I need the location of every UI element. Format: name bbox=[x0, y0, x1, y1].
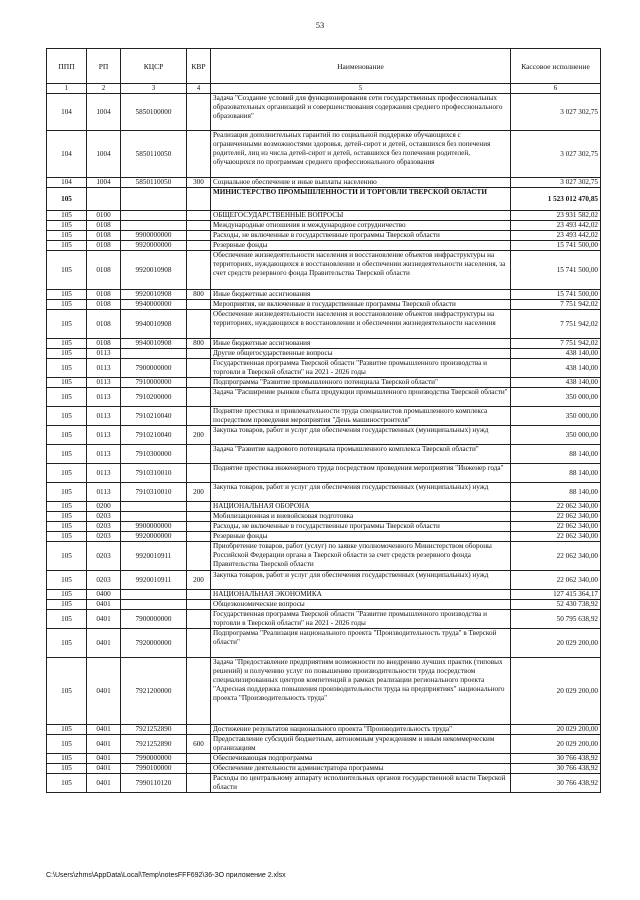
cell-amount: 50 795 638,92 bbox=[511, 610, 601, 629]
cell-amount: 3 027 302,75 bbox=[511, 131, 601, 178]
cell-kcsr bbox=[121, 502, 187, 512]
table-row bbox=[47, 221, 601, 231]
cell-ppp: 105 bbox=[47, 764, 87, 774]
table-row bbox=[47, 300, 601, 310]
cell-name: Подпрограмма "Развитие промышленного потенциала Тверской области" bbox=[211, 378, 511, 388]
table-row bbox=[47, 231, 601, 241]
cell-rp: 0113 bbox=[87, 426, 121, 445]
cell-rp: 0401 bbox=[87, 725, 121, 735]
cell-ppp: 105 bbox=[47, 310, 87, 339]
header-name: Наименование bbox=[211, 49, 511, 84]
table-row bbox=[47, 178, 601, 188]
cell-ppp: 105 bbox=[47, 359, 87, 378]
header-kcsr: КЦСР bbox=[121, 49, 187, 84]
cell-amount: 7 751 942,02 bbox=[511, 310, 601, 339]
cell-name: Предоставление субсидий бюджетным, автономным учреждениям и иным некоммерческим организациям bbox=[211, 735, 511, 754]
cell-kcsr: 7921252890 bbox=[121, 735, 187, 754]
cell-name: Обеспечение жизнедеятельности населения и восстановление объектов инфраструктуры на территориях, нуждающихся в восстановлении и обеспечении жизнедеятельности населения, за счет средств резервного фонда Правительства Тверской области bbox=[211, 251, 511, 290]
cell-ppp: 105 bbox=[47, 251, 87, 290]
cell-kcsr: 7910310010 bbox=[121, 464, 187, 483]
header-ppp: ППП bbox=[47, 49, 87, 84]
cell-kvr bbox=[187, 445, 211, 464]
table-row bbox=[47, 378, 601, 388]
cell-ppp: 105 bbox=[47, 211, 87, 221]
cell-kvr bbox=[187, 725, 211, 735]
cell-kvr bbox=[187, 522, 211, 532]
cell-kcsr: 7910210040 bbox=[121, 426, 187, 445]
table-row bbox=[47, 512, 601, 522]
cell-rp: 0400 bbox=[87, 590, 121, 600]
cell-name: Другие общегосударственные вопросы bbox=[211, 349, 511, 359]
cell-rp: 1004 bbox=[87, 94, 121, 131]
cell-kcsr: 7900000000 bbox=[121, 359, 187, 378]
cell-name: Общеэкономические вопросы bbox=[211, 600, 511, 610]
cell-rp: 0203 bbox=[87, 532, 121, 542]
cell-kvr: 200 bbox=[187, 571, 211, 590]
cell-amount: 20 029 200,00 bbox=[511, 725, 601, 735]
cell-kcsr: 7921200000 bbox=[121, 658, 187, 725]
cell-ppp: 105 bbox=[47, 407, 87, 426]
cell-kcsr: 7990000000 bbox=[121, 754, 187, 764]
cell-rp: 0401 bbox=[87, 629, 121, 658]
table-row bbox=[47, 754, 601, 764]
column-number: 2 bbox=[87, 84, 121, 94]
cell-kvr bbox=[187, 502, 211, 512]
table-row bbox=[47, 725, 601, 735]
cell-amount: 20 029 200,00 bbox=[511, 735, 601, 754]
cell-kcsr: 7910300000 bbox=[121, 445, 187, 464]
cell-amount: 88 140,00 bbox=[511, 464, 601, 483]
cell-rp: 0203 bbox=[87, 571, 121, 590]
table-row bbox=[47, 522, 601, 532]
cell-kcsr: 9900000000 bbox=[121, 231, 187, 241]
cell-ppp: 105 bbox=[47, 725, 87, 735]
cell-kvr: 200 bbox=[187, 426, 211, 445]
cell-kvr bbox=[187, 251, 211, 290]
cell-amount: 22 062 340,00 bbox=[511, 571, 601, 590]
cell-kvr bbox=[187, 629, 211, 658]
header-kvr: КВР bbox=[187, 49, 211, 84]
cell-amount: 20 029 200,00 bbox=[511, 658, 601, 725]
table-row bbox=[47, 290, 601, 300]
cell-amount: 23 493 442,02 bbox=[511, 231, 601, 241]
cell-amount: 438 140,00 bbox=[511, 359, 601, 378]
cell-ppp: 105 bbox=[47, 388, 87, 407]
cell-kvr bbox=[187, 300, 211, 310]
cell-name: Мобилизационная и вневойсковая подготовка bbox=[211, 512, 511, 522]
cell-ppp: 104 bbox=[47, 131, 87, 178]
cell-rp: 0108 bbox=[87, 339, 121, 349]
cell-kvr bbox=[187, 188, 211, 211]
cell-amount: 23 493 442,02 bbox=[511, 221, 601, 231]
cell-amount: 52 430 738,92 bbox=[511, 600, 601, 610]
cell-kvr bbox=[187, 532, 211, 542]
cell-name: Задача "Предоставление предприятиям возможности по внедрению лучших практик (типовых решений) и получению услуг по повышению производительности труда посредством специализированных центров компетенций в рамках реализации регионального проекта "Адресная поддержка повышения производительности труда на предприятиях" национального проекта "Производительность труда" bbox=[211, 658, 511, 725]
table-row bbox=[47, 629, 601, 658]
table-row bbox=[47, 426, 601, 445]
cell-amount: 127 415 364,17 bbox=[511, 590, 601, 600]
cell-ppp: 105 bbox=[47, 349, 87, 359]
cell-rp: 0401 bbox=[87, 774, 121, 793]
cell-rp: 0401 bbox=[87, 658, 121, 725]
cell-kcsr: 7910310010 bbox=[121, 483, 187, 502]
cell-ppp: 104 bbox=[47, 94, 87, 131]
header-amount: Кассовое исполнение bbox=[511, 49, 601, 84]
cell-ppp: 105 bbox=[47, 590, 87, 600]
table-row bbox=[47, 610, 601, 629]
cell-amount: 7 751 942,02 bbox=[511, 300, 601, 310]
cell-rp: 0113 bbox=[87, 483, 121, 502]
cell-kvr bbox=[187, 658, 211, 725]
table-row bbox=[47, 407, 601, 426]
cell-name: Резервные фонды bbox=[211, 241, 511, 251]
cell-kcsr: 9920000000 bbox=[121, 532, 187, 542]
cell-rp: 0108 bbox=[87, 290, 121, 300]
table-row bbox=[47, 445, 601, 464]
cell-ppp: 105 bbox=[47, 241, 87, 251]
cell-name: Резервные фонды bbox=[211, 532, 511, 542]
table-row bbox=[47, 502, 601, 512]
cell-kcsr: 9920010908 bbox=[121, 251, 187, 290]
cell-ppp: 105 bbox=[47, 522, 87, 532]
cell-amount: 3 027 302,75 bbox=[511, 178, 601, 188]
column-number: 3 bbox=[121, 84, 187, 94]
table-row bbox=[47, 590, 601, 600]
table-row bbox=[47, 658, 601, 725]
cell-ppp: 105 bbox=[47, 188, 87, 211]
cell-ppp: 105 bbox=[47, 600, 87, 610]
cell-kvr: 800 bbox=[187, 339, 211, 349]
cell-amount: 22 062 340,00 bbox=[511, 532, 601, 542]
cell-kcsr: 9940000000 bbox=[121, 300, 187, 310]
cell-amount: 22 062 340,00 bbox=[511, 522, 601, 532]
cell-kcsr: 7921252890 bbox=[121, 725, 187, 735]
cell-rp: 0113 bbox=[87, 378, 121, 388]
cell-ppp: 105 bbox=[47, 300, 87, 310]
cell-rp: 0203 bbox=[87, 522, 121, 532]
cell-name: НАЦИОНАЛЬНАЯ ЭКОНОМИКА bbox=[211, 590, 511, 600]
cell-kvr: 600 bbox=[187, 735, 211, 754]
cell-ppp: 105 bbox=[47, 426, 87, 445]
cell-rp: 0401 bbox=[87, 600, 121, 610]
cell-name: Государственная программа Тверской области "Развитие промышленного производства и торговли в Тверской области" на 2021 - 2026 годы bbox=[211, 359, 511, 378]
cell-rp: 0100 bbox=[87, 211, 121, 221]
cell-ppp: 105 bbox=[47, 339, 87, 349]
cell-name: Мероприятия, не включенные в государственные программы Тверской области bbox=[211, 300, 511, 310]
cell-rp: 0401 bbox=[87, 735, 121, 754]
cell-kcsr bbox=[121, 590, 187, 600]
cell-name: МИНИСТЕРСТВО ПРОМЫШЛЕННОСТИ И ТОРГОВЛИ ТВЕРСКОЙ ОБЛАСТИ bbox=[211, 188, 511, 211]
table-row bbox=[47, 464, 601, 483]
cell-name: Обеспечивающая подпрограмма bbox=[211, 754, 511, 764]
cell-amount: 88 140,00 bbox=[511, 483, 601, 502]
table-row bbox=[47, 131, 601, 178]
table-header-row bbox=[47, 49, 601, 84]
cell-kcsr: 9900000000 bbox=[121, 522, 187, 532]
cell-amount: 30 766 438,92 bbox=[511, 764, 601, 774]
cell-kvr bbox=[187, 610, 211, 629]
cell-amount: 22 062 340,00 bbox=[511, 512, 601, 522]
cell-kcsr: 5850110050 bbox=[121, 131, 187, 178]
cell-name: Обеспечение деятельности администратора программы bbox=[211, 764, 511, 774]
cell-ppp: 105 bbox=[47, 754, 87, 764]
cell-ppp: 105 bbox=[47, 542, 87, 571]
cell-ppp: 105 bbox=[47, 658, 87, 725]
cell-name: Иные бюджетные ассигнования bbox=[211, 339, 511, 349]
budget-execution-table bbox=[46, 48, 601, 793]
cell-amount: 23 931 582,02 bbox=[511, 211, 601, 221]
cell-kvr bbox=[187, 310, 211, 339]
column-number: 5 bbox=[211, 84, 511, 94]
page-number: 53 bbox=[315, 20, 325, 30]
table-row bbox=[47, 94, 601, 131]
cell-rp: 0113 bbox=[87, 407, 121, 426]
cell-ppp: 105 bbox=[47, 502, 87, 512]
cell-kcsr: 7910000000 bbox=[121, 378, 187, 388]
cell-rp: 0200 bbox=[87, 502, 121, 512]
cell-kcsr bbox=[121, 600, 187, 610]
cell-rp: 1004 bbox=[87, 131, 121, 178]
cell-ppp: 105 bbox=[47, 610, 87, 629]
cell-ppp: 105 bbox=[47, 378, 87, 388]
cell-name: Задача "Расширение рынков сбыта продукции промышленного производства Тверской области" bbox=[211, 388, 511, 407]
cell-name: Расходы, не включенные в государственные программы Тверской области bbox=[211, 231, 511, 241]
cell-kvr bbox=[187, 754, 211, 764]
cell-kcsr: 9920010911 bbox=[121, 542, 187, 571]
table-row bbox=[47, 251, 601, 290]
cell-name: Задача "Развитие кадрового потенциала промышленного комплекса Тверской области" bbox=[211, 445, 511, 464]
table-row bbox=[47, 188, 601, 211]
cell-kcsr: 9920000000 bbox=[121, 241, 187, 251]
table-row bbox=[47, 735, 601, 754]
cell-rp: 0113 bbox=[87, 464, 121, 483]
cell-ppp: 105 bbox=[47, 532, 87, 542]
cell-kvr bbox=[187, 359, 211, 378]
cell-amount: 350 000,00 bbox=[511, 388, 601, 407]
cell-name: Закупка товаров, работ и услуг для обеспечения государственных (муниципальных) нужд bbox=[211, 483, 511, 502]
cell-amount: 15 741 500,00 bbox=[511, 290, 601, 300]
table-row bbox=[47, 600, 601, 610]
cell-rp: 0108 bbox=[87, 300, 121, 310]
cell-rp: 0108 bbox=[87, 241, 121, 251]
cell-kvr bbox=[187, 231, 211, 241]
cell-name: Государственная программа Тверской области "Развитие промышленного производства и торговли в Тверской области" на 2021 - 2026 годы bbox=[211, 610, 511, 629]
table-row bbox=[47, 211, 601, 221]
cell-name: Иные бюджетные ассигнования bbox=[211, 290, 511, 300]
cell-kcsr: 7990110120 bbox=[121, 774, 187, 793]
cell-ppp: 105 bbox=[47, 483, 87, 502]
cell-rp: 0113 bbox=[87, 445, 121, 464]
cell-kcsr: 7990100000 bbox=[121, 764, 187, 774]
column-number-row bbox=[47, 84, 601, 94]
cell-rp: 0113 bbox=[87, 359, 121, 378]
cell-amount: 30 766 438,92 bbox=[511, 754, 601, 764]
cell-kvr bbox=[187, 512, 211, 522]
cell-kvr bbox=[187, 407, 211, 426]
column-number: 6 bbox=[511, 84, 601, 94]
cell-amount: 88 140,00 bbox=[511, 445, 601, 464]
cell-amount: 438 140,00 bbox=[511, 378, 601, 388]
cell-ppp: 105 bbox=[47, 290, 87, 300]
cell-rp: 0113 bbox=[87, 388, 121, 407]
cell-kvr: 200 bbox=[187, 483, 211, 502]
cell-kvr bbox=[187, 542, 211, 571]
cell-amount: 438 140,00 bbox=[511, 349, 601, 359]
cell-kcsr: 7910200000 bbox=[121, 388, 187, 407]
cell-kcsr: 7920000000 bbox=[121, 629, 187, 658]
cell-amount: 7 751 942,02 bbox=[511, 339, 601, 349]
table-body bbox=[47, 94, 601, 793]
cell-kcsr bbox=[121, 349, 187, 359]
cell-kcsr: 9940010908 bbox=[121, 310, 187, 339]
cell-rp: 0203 bbox=[87, 512, 121, 522]
table-row bbox=[47, 542, 601, 571]
cell-kcsr: 9920010911 bbox=[121, 571, 187, 590]
cell-kvr: 800 bbox=[187, 290, 211, 300]
cell-amount: 22 062 340,00 bbox=[511, 502, 601, 512]
cell-name: Обеспечение жизнедеятельности населения и восстановление объектов инфраструктуры на территориях, нуждающихся в восстановлении и обеспечении жизнедеятельности населения bbox=[211, 310, 511, 339]
cell-rp: 0401 bbox=[87, 764, 121, 774]
cell-rp bbox=[87, 188, 121, 211]
cell-ppp: 105 bbox=[47, 445, 87, 464]
cell-kcsr bbox=[121, 221, 187, 231]
cell-kcsr bbox=[121, 512, 187, 522]
cell-kvr bbox=[187, 764, 211, 774]
cell-ppp: 104 bbox=[47, 178, 87, 188]
cell-name: Подпрограмма "Реализация национального проекта "Производительность труда" в Тверской области" bbox=[211, 629, 511, 658]
cell-kcsr: 9920010908 bbox=[121, 290, 187, 300]
table-row bbox=[47, 339, 601, 349]
cell-name: Реализация дополнительных гарантий по социальной поддержке обучающихся с ограниченными возможностями здоровья, детей-сирот и детей, оставшихся без попечения родителей, лиц из числа детей-сирот и детей, оставшихся без попечения родителей, обучающихся по программам среднего профессионального образования bbox=[211, 131, 511, 178]
cell-ppp: 105 bbox=[47, 571, 87, 590]
header-rp: РП bbox=[87, 49, 121, 84]
cell-name: Поднятие престижа инженерного труда посредством проведения мероприятия "Инженер года" bbox=[211, 464, 511, 483]
table-row bbox=[47, 359, 601, 378]
cell-ppp: 105 bbox=[47, 735, 87, 754]
cell-amount: 3 027 302,75 bbox=[511, 94, 601, 131]
cell-amount: 350 000,00 bbox=[511, 407, 601, 426]
cell-name: НАЦИОНАЛЬНАЯ ОБОРОНА bbox=[211, 502, 511, 512]
cell-name: Достижение результатов национального проекта "Производительность труда" bbox=[211, 725, 511, 735]
cell-kcsr: 9940010908 bbox=[121, 339, 187, 349]
cell-kvr bbox=[187, 378, 211, 388]
cell-amount: 30 766 438,92 bbox=[511, 774, 601, 793]
cell-kvr bbox=[187, 241, 211, 251]
cell-rp: 0401 bbox=[87, 754, 121, 764]
cell-kvr bbox=[187, 464, 211, 483]
cell-rp: 0108 bbox=[87, 310, 121, 339]
cell-kvr bbox=[187, 94, 211, 131]
cell-kcsr bbox=[121, 211, 187, 221]
cell-kvr bbox=[187, 211, 211, 221]
cell-kvr bbox=[187, 600, 211, 610]
cell-ppp: 105 bbox=[47, 512, 87, 522]
cell-amount: 1 523 012 470,85 bbox=[511, 188, 601, 211]
cell-kvr bbox=[187, 774, 211, 793]
cell-rp: 0108 bbox=[87, 231, 121, 241]
table-row bbox=[47, 764, 601, 774]
cell-ppp: 105 bbox=[47, 464, 87, 483]
cell-name: Приобретение товаров, работ (услуг) по заявке уполномоченного Министерством обороны Российской Федерации органа в Тверской области за счет средств резервного фонда Правительства Тверской области bbox=[211, 542, 511, 571]
cell-rp: 0401 bbox=[87, 610, 121, 629]
cell-amount: 22 062 340,00 bbox=[511, 542, 601, 571]
cell-rp: 0203 bbox=[87, 542, 121, 571]
table-row bbox=[47, 310, 601, 339]
cell-name: Закупка товаров, работ и услуг для обеспечения государственных (муниципальных) нужд bbox=[211, 571, 511, 590]
column-number: 1 bbox=[47, 84, 87, 94]
cell-kcsr bbox=[121, 188, 187, 211]
table-row bbox=[47, 571, 601, 590]
cell-amount: 15 741 500,00 bbox=[511, 251, 601, 290]
cell-kvr bbox=[187, 131, 211, 178]
file-path-footer: C:\Users\zhms\AppData\Local\Temp\notesFFF692\36-ЗО приложение 2.xlsx bbox=[46, 872, 286, 879]
cell-rp: 1004 bbox=[87, 178, 121, 188]
cell-kvr bbox=[187, 221, 211, 231]
cell-name: Закупка товаров, работ и услуг для обеспечения государственных (муниципальных) нужд bbox=[211, 426, 511, 445]
cell-ppp: 105 bbox=[47, 774, 87, 793]
cell-rp: 0108 bbox=[87, 221, 121, 231]
table-row bbox=[47, 774, 601, 793]
cell-kcsr: 7900000000 bbox=[121, 610, 187, 629]
column-number: 4 bbox=[187, 84, 211, 94]
cell-rp: 0113 bbox=[87, 349, 121, 359]
table-row bbox=[47, 388, 601, 407]
cell-name: Международные отношения и международное сотрудничество bbox=[211, 221, 511, 231]
cell-name: Расходы, не включенные в государственные программы Тверской области bbox=[211, 522, 511, 532]
cell-name: ОБЩЕГОСУДАРСТВЕННЫЕ ВОПРОСЫ bbox=[211, 211, 511, 221]
table-row bbox=[47, 483, 601, 502]
cell-ppp: 105 bbox=[47, 221, 87, 231]
cell-name: Расходы по центральному аппарату исполнительных органов государственной власти Тверской области bbox=[211, 774, 511, 793]
cell-rp: 0108 bbox=[87, 251, 121, 290]
table-row bbox=[47, 532, 601, 542]
cell-kcsr: 7910210040 bbox=[121, 407, 187, 426]
cell-name: Социальное обеспечение и иные выплаты населению bbox=[211, 178, 511, 188]
cell-ppp: 105 bbox=[47, 629, 87, 658]
cell-amount: 350 000,00 bbox=[511, 426, 601, 445]
cell-kcsr: 5850110050 bbox=[121, 178, 187, 188]
table-row bbox=[47, 349, 601, 359]
cell-kvr: 300 bbox=[187, 178, 211, 188]
cell-amount: 15 741 500,00 bbox=[511, 241, 601, 251]
cell-kvr bbox=[187, 349, 211, 359]
cell-kvr bbox=[187, 590, 211, 600]
cell-kvr bbox=[187, 388, 211, 407]
table-row bbox=[47, 241, 601, 251]
cell-ppp: 105 bbox=[47, 231, 87, 241]
cell-kcsr: 5850100000 bbox=[121, 94, 187, 131]
cell-name: Поднятие престижа и привлекательности труда специалистов промышленного комплекса посредством проведения мероприятия "День машиностроителя" bbox=[211, 407, 511, 426]
cell-amount: 20 029 200,00 bbox=[511, 629, 601, 658]
cell-name: Задача "Создание условий для функционирования сети государственных профессиональных образовательных организаций и совершенствования содержания среднего профессионального образования" bbox=[211, 94, 511, 131]
